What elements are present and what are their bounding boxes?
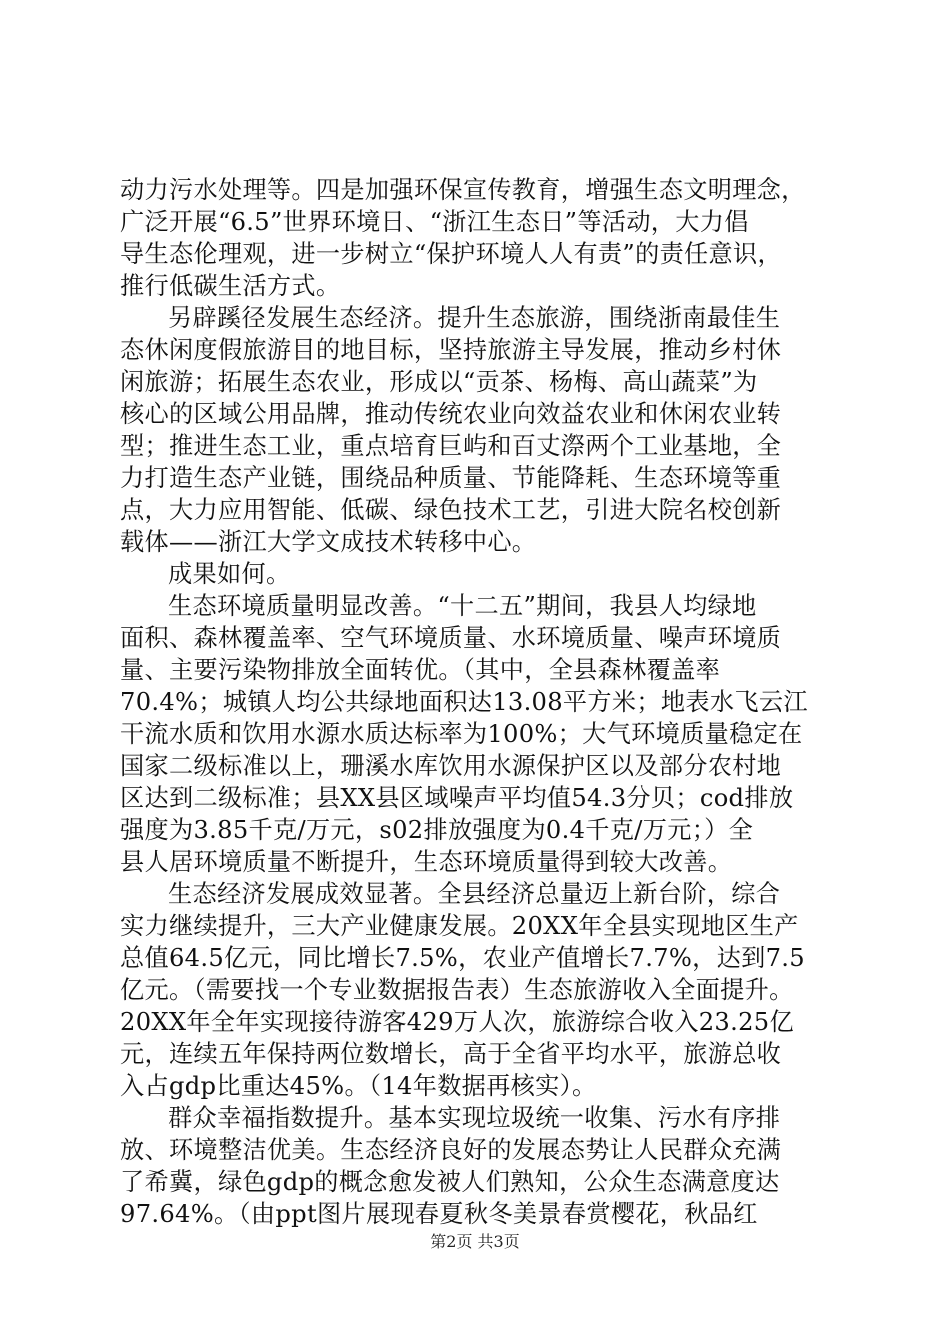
text-line: 闲旅游；拓展生态农业，形成以“贡茶、杨梅、高山蔬菜”为: [120, 368, 758, 396]
page-number-footer: 第2页 共3页: [430, 1232, 520, 1251]
text-line: 20XX年全年实现接待游客429万人次，旅游综合收入23.25亿: [120, 1008, 794, 1036]
text-line: 干流水质和饮用水源水质达标率为100%；大气环境质量稳定在: [120, 720, 803, 748]
text-line: 力打造生态产业链，围绕品种质量、节能降耗、生态环境等重: [120, 464, 782, 492]
text-line: 载体——浙江大学文成技术转移中心。: [120, 528, 537, 556]
text-line: 动力污水处理等。四是加强环保宣传教育，增强生态文明理念，: [120, 176, 806, 204]
text-line: 核心的区域公用品牌，推动传统农业向效益农业和休闲农业转: [120, 400, 782, 428]
text-line: 量、主要污染物排放全面转优。（其中，全县森林覆盖率: [120, 656, 721, 684]
text-line: 区达到二级标准；县XX县区域噪声平均值54.3分贝；cod排放: [120, 784, 794, 812]
text-line: 广泛开展“6.5”世界环境日、“浙江生态日”等活动，大力倡: [120, 208, 749, 236]
text-line: 实力继续提升，三大产业健康发展。20XX年全县实现地区生产: [120, 912, 799, 940]
text-line: 生态经济发展成效显著。全县经济总量迈上新台阶，综合: [168, 880, 781, 908]
text-line: 70.4%；城镇人均公共绿地面积达13.08平方米；地表水飞云江: [120, 688, 808, 716]
text-line: 群众幸福指数提升。基本实现垃圾统一收集、污水有序排: [168, 1104, 781, 1132]
text-line: 放、环境整洁优美。生态经济良好的发展态势让人民群众充满: [120, 1136, 782, 1164]
text-line: 另辟蹊径发展生态经济。提升生态旅游，围绕浙南最佳生: [168, 304, 781, 332]
text-line: 成果如何。: [168, 560, 291, 588]
text-line: 态休闲度假旅游目的地目标，坚持旅游主导发展，推动乡村休: [120, 336, 782, 364]
text-line: 生态环境质量明显改善。“十二五”期间，我县人均绿地: [168, 592, 757, 620]
text-line: 县人居环境质量不断提升，生态环境质量得到较大改善。: [120, 848, 733, 876]
text-line: 点，大力应用智能、低碳、绿色技术工艺，引进大院名校创新: [120, 496, 782, 524]
text-line: 推行低碳生活方式。: [120, 272, 341, 300]
text-line: 总值64.5亿元，同比增长7.5%，农业产值增长7.7%，达到7.5: [120, 944, 805, 972]
text-line: 导生态伦理观，进一步树立“保护环境人人有责”的责任意识，: [120, 240, 783, 268]
text-line: 国家二级标准以上，珊溪水库饮用水源保护区以及部分农村地: [120, 752, 782, 780]
text-line: 面积、森林覆盖率、空气环境质量、水环境质量、噪声环境质: [120, 624, 782, 652]
text-line: 强度为3.85千克/万元，s02排放强度为0.4千克/万元；）全: [120, 816, 754, 844]
text-line: 97.64%。（由ppt图片展现春夏秋冬美景春赏樱花，秋品红: [120, 1200, 758, 1228]
text-line: 了希冀，绿色gdp的概念愈发被人们熟知，公众生态满意度达: [120, 1168, 780, 1196]
text-line: 亿元。（需要找一个专业数据报告表）生态旅游收入全面提升。: [120, 976, 794, 1004]
text-line: 型；推进生态工业，重点培育巨屿和百丈漈两个工业基地，全: [120, 432, 782, 460]
text-line: 入占gdp比重达45%。（14年数据再核实）。: [120, 1072, 597, 1100]
text-line: 元，连续五年保持两位数增长，高于全省平均水平，旅游总收: [120, 1040, 782, 1068]
